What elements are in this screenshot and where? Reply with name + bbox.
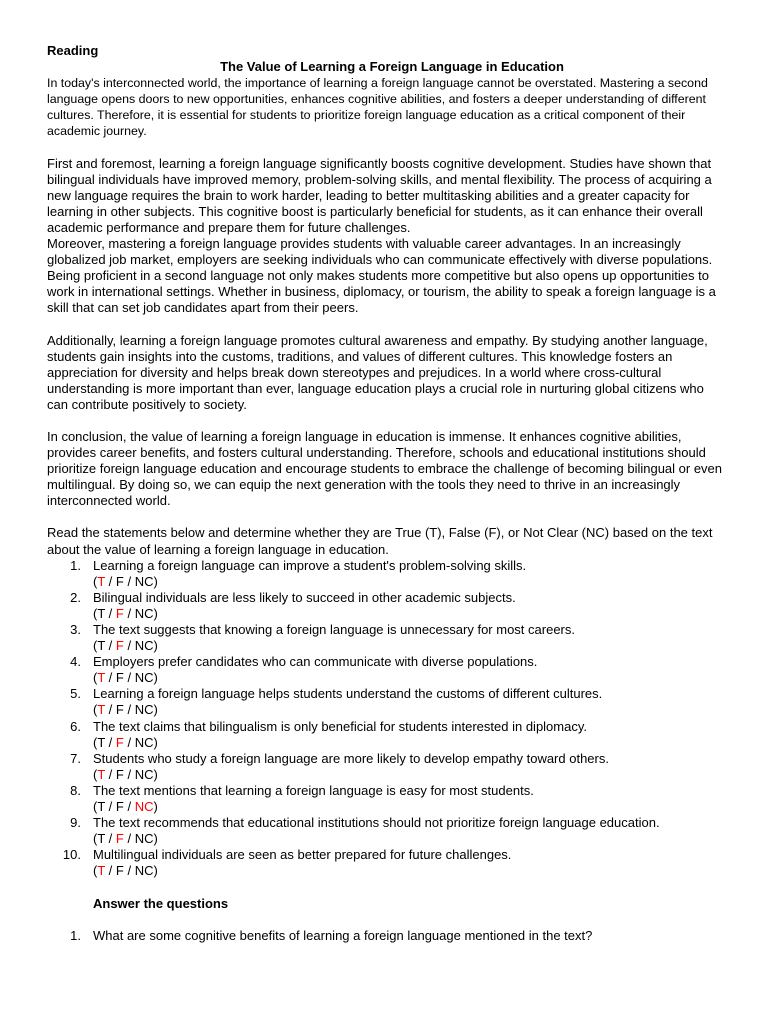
option-f: F: [115, 573, 124, 589]
option-separator: /: [105, 702, 116, 718]
option-separator: ): [153, 799, 158, 815]
statement-text: The text mentions that learning a foreign language is easy for most students.: [93, 782, 534, 798]
paragraph-gap: [47, 140, 727, 156]
paragraph-cultural: Additionally, learning a foreign language promotes cultural awareness and empathy. By studying another language, students gain insights into the customs, traditions, and values of different cultures. This knowledge fosters an appreciation for diversity and helps break down stereotypes and prejudices. In a world where cross-cultural understanding is more important than ever, language education plays a crucial role in nurturing global citizens who can contribute positively to society.: [47, 332, 708, 412]
option-t-selected: T: [97, 573, 106, 589]
option-separator: /: [105, 799, 116, 815]
paragraph-gap: [47, 509, 727, 525]
option-separator: (: [93, 831, 98, 847]
option-separator: /: [105, 573, 116, 589]
statement-number: 7.: [70, 750, 81, 766]
question-list: [47, 928, 727, 944]
statement-item: [47, 847, 727, 879]
option-separator: /: [105, 638, 116, 654]
statement-options: [93, 606, 727, 622]
statement-text: Employers prefer candidates who can communicate with diverse populations.: [93, 654, 538, 670]
option-separator: /: [105, 670, 116, 686]
option-f: F: [115, 863, 124, 879]
statement-item: [47, 654, 727, 686]
option-nc: NC: [134, 670, 154, 686]
option-separator: /: [105, 605, 116, 621]
option-separator: ): [153, 863, 158, 879]
option-nc: NC: [134, 766, 154, 782]
option-separator: ): [153, 734, 158, 750]
option-separator: ): [153, 766, 158, 782]
option-f-selected: F: [115, 638, 124, 654]
option-separator: (: [93, 638, 98, 654]
option-nc-selected: NC: [134, 799, 154, 815]
option-separator: (: [93, 863, 98, 879]
statement-text: Bilingual individuals are less likely to succeed in other academic subjects.: [93, 589, 516, 605]
option-separator: /: [123, 799, 135, 815]
statement-options: [93, 799, 727, 815]
statement-options: [93, 767, 727, 783]
statement-number: 5.: [70, 686, 81, 702]
statement-text: Multilingual individuals are seen as better prepared for future challenges.: [93, 847, 512, 863]
statement-text: The text suggests that knowing a foreign language is unnecessary for most careers.: [93, 622, 575, 637]
option-separator: /: [123, 831, 135, 847]
statement-options: [93, 831, 727, 847]
statement-options: [93, 670, 727, 686]
option-separator: /: [123, 605, 135, 621]
statement-item: [47, 815, 727, 847]
option-separator: (: [93, 702, 98, 718]
option-separator: (: [93, 799, 98, 815]
question-item: [47, 928, 727, 944]
option-t: T: [97, 605, 106, 621]
option-nc: NC: [134, 573, 154, 589]
statement-text: The text recommends that educational institutions should not prioritize foreign language education.: [93, 815, 660, 831]
statement-item: [47, 783, 727, 815]
option-separator: ): [153, 702, 158, 718]
option-separator: /: [123, 573, 135, 589]
option-f-selected: F: [115, 734, 124, 750]
document-page: [47, 43, 727, 944]
option-nc: NC: [134, 734, 154, 750]
option-separator: /: [123, 670, 135, 686]
statement-item: [47, 686, 727, 718]
option-t-selected: T: [97, 670, 106, 686]
statement-number: 1.: [70, 557, 81, 573]
statement-options: [93, 638, 727, 654]
option-nc: NC: [134, 638, 154, 654]
option-separator: ): [153, 670, 158, 686]
option-separator: /: [123, 766, 135, 782]
paragraph-gap: [47, 317, 727, 333]
option-separator: (: [93, 573, 98, 589]
option-t: T: [97, 734, 106, 750]
option-t: T: [97, 831, 106, 847]
paragraph-career: Moreover, mastering a foreign language provides students with valuable career advantages. In an increasingly globalized job market, employers are seeking individuals who can communicate effectively with diverse populations. Being proficient in a second language not only makes students more competitive but also opens up opportunities to work in international settings. Whether in business, diplomacy, or tourism, the ability to speak a foreign language is a skill that can set job candidates apart from their peers.: [47, 236, 716, 316]
option-separator: /: [123, 702, 135, 718]
statement-number: 9.: [70, 815, 81, 831]
paragraph-cognitive: First and foremost, learning a foreign language significantly boosts cognitive development. Studies have shown that bilingual individuals have improved memory, problem-solving skills, and mental flexibility. The process of acquiring a new language requires the brain to work harder, leading to better multitasking abilities and a greater capacity for learning in other subjects. This cognitive boost is particularly beneficial for students, as it can enhance their overall academic performance and prepare them for future challenges.: [47, 155, 712, 235]
statement-text: Students who study a foreign language are more likely to develop empathy toward others.: [93, 750, 609, 766]
option-separator: (: [93, 605, 98, 621]
option-separator: /: [123, 863, 135, 879]
option-f: F: [115, 670, 124, 686]
option-t-selected: T: [97, 766, 106, 782]
statement-options: [93, 863, 727, 879]
paragraph-gap: [47, 413, 727, 429]
option-separator: /: [123, 638, 135, 654]
statement-item: [47, 622, 727, 654]
paragraph-conclusion: In conclusion, the value of learning a foreign language in education is immense. It enhances cognitive abilities, provides career benefits, and fosters cultural understanding. Therefore, schools and educational institutions should prioritize foreign language education and encourage students to embrace the challenge of becoming bilingual or even multilingual. By doing so, we can equip the next generation with the tools they need to thrive in an increasingly interconnected world.: [47, 428, 723, 509]
option-t: T: [97, 799, 106, 815]
option-t-selected: T: [97, 702, 106, 718]
question-number: 1.: [70, 927, 81, 943]
option-separator: ): [153, 831, 158, 847]
exercise-instructions: Read the statements below and determine whether they are True (T), False (F), or Not Clear (NC) based on the text about the value of learning a foreign language in education.: [47, 525, 713, 557]
option-f-selected: F: [115, 605, 124, 621]
option-f: F: [115, 702, 124, 718]
option-separator: (: [93, 670, 98, 686]
paragraph-intro: In today's interconnected world, the importance of learning a foreign language cannot be overstated. Mastering a second language opens doors to new opportunities, enhances cognitive abilities, and fosters a deeper understanding of different cultures. Therefore, it is essential for students to prioritize foreign language education as a critical component of their academic journey.: [47, 76, 708, 139]
option-separator: /: [105, 734, 116, 750]
statement-text: Learning a foreign language can improve a student's problem-solving skills.: [93, 557, 527, 573]
option-f-selected: F: [115, 831, 124, 847]
statement-number: 10.: [62, 847, 81, 863]
statement-number: 6.: [70, 718, 81, 734]
option-nc: NC: [134, 702, 154, 718]
statement-number: 3.: [70, 622, 81, 637]
option-separator: /: [105, 863, 116, 879]
question-text: What are some cognitive benefits of learning a foreign language mentioned in the text?: [93, 927, 593, 943]
statement-list: [47, 558, 727, 880]
section-gap: [47, 880, 727, 896]
statement-options: [93, 702, 727, 718]
statement-text: The text claims that bilingualism is only beneficial for students interested in diplomacy.: [93, 718, 587, 734]
option-separator: (: [93, 734, 98, 750]
statement-number: 8.: [70, 782, 81, 798]
option-f: F: [115, 766, 124, 782]
option-nc: NC: [134, 605, 154, 621]
statement-text: Learning a foreign language helps students understand the customs of different cultures.: [93, 686, 603, 702]
option-nc: NC: [134, 863, 154, 879]
statement-item: [47, 751, 727, 783]
statement-options: [93, 574, 727, 590]
statement-options: [93, 735, 727, 751]
option-nc: NC: [134, 831, 154, 847]
section-gap: [47, 912, 727, 928]
document-title: The Value of Learning a Foreign Language in Education: [220, 59, 564, 75]
option-separator: ): [153, 638, 158, 654]
statement-item: [47, 719, 727, 751]
option-separator: /: [105, 831, 116, 847]
option-f: F: [115, 799, 124, 815]
option-t-selected: T: [97, 863, 106, 879]
statement-item: [47, 558, 727, 590]
statement-item: [47, 590, 727, 622]
section-label: Reading: [47, 43, 99, 58]
answer-section-title: Answer the questions: [93, 895, 229, 911]
option-separator: /: [105, 766, 116, 782]
statement-number: 2.: [70, 589, 81, 605]
option-separator: /: [123, 734, 135, 750]
option-separator: ): [153, 605, 158, 621]
option-separator: ): [153, 573, 158, 589]
statement-number: 4.: [70, 654, 81, 670]
option-separator: (: [93, 766, 98, 782]
option-t: T: [97, 638, 106, 654]
